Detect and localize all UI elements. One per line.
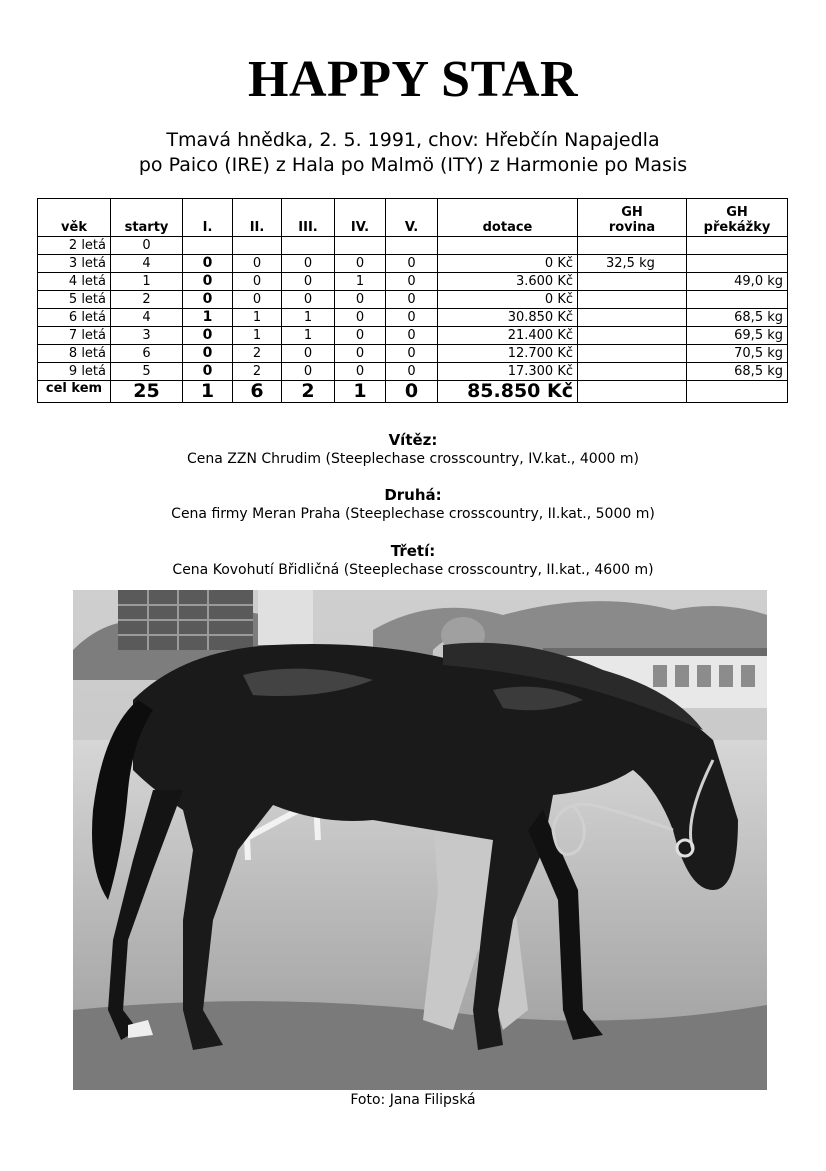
row-gh-jump [687,291,788,309]
row-fourth: 0 [335,363,386,381]
row-second: 1 [233,327,282,345]
row-fifth: 0 [386,345,438,363]
row-gh-flat [578,237,687,255]
winner-race: Cena ZZN Chrudim (Steeplechase crosscountry, IV.kat., 4000 m) [186,451,640,467]
row-fourth [335,237,386,255]
table-row [38,345,788,363]
horse-description: Tmavá hnědka, 2. 5. 1991, chov: Hřebčín Napajedla [166,129,660,151]
header-money: dotace [438,199,578,237]
row-third: 1 [282,309,335,327]
row-fourth: 0 [335,291,386,309]
row-first: 0 [183,291,233,309]
total-label: cel kem [38,381,111,403]
table-row [38,273,788,291]
row-third: 0 [282,255,335,273]
row-money: 3.600 Kč [438,273,578,291]
third-place-heading: Třetí: [390,542,436,560]
photo-caption: Foto: Jana Filipská [350,1092,476,1108]
row-first: 0 [183,363,233,381]
row-money: 17.300 Kč [438,363,578,381]
table-row [38,291,788,309]
row-money: 0 Kč [438,291,578,309]
row-fourth: 0 [335,345,386,363]
row-gh-jump: 69,5 kg [687,327,788,345]
row-first [183,237,233,255]
header-gh-flat-top: GH [621,205,643,220]
winner-heading: Vítěz: [388,431,438,449]
row-third: 0 [282,345,335,363]
table-header-row [38,199,788,237]
row-gh-jump: 49,0 kg [687,273,788,291]
total-gh-flat [578,381,687,403]
row-third: 0 [282,273,335,291]
row-gh-jump [687,255,788,273]
second-place-heading: Druhá: [384,486,442,504]
row-gh-flat [578,309,687,327]
header-starts: starty [111,199,183,237]
row-fourth: 1 [335,273,386,291]
total-first: 1 [183,381,233,403]
header-third: III. [282,199,335,237]
row-starts: 0 [111,237,183,255]
row-gh-jump [687,237,788,255]
header-second: II. [233,199,282,237]
total-second: 6 [233,381,282,403]
row-starts: 3 [111,327,183,345]
table-row [38,363,788,381]
horse-photo [73,590,767,1090]
row-second: 1 [233,309,282,327]
row-first: 0 [183,327,233,345]
row-age: 8 letá [38,345,111,363]
row-gh-jump: 70,5 kg [687,345,788,363]
row-gh-flat [578,363,687,381]
row-age: 4 letá [38,273,111,291]
row-age: 7 letá [38,327,111,345]
row-first: 0 [183,255,233,273]
row-age: 3 letá [38,255,111,273]
row-starts: 5 [111,363,183,381]
horse-pedigree: po Paico (IRE) z Hala po Malmö (ITY) z Harmonie po Masis [138,154,688,176]
row-first: 0 [183,273,233,291]
total-money: 85.850 Kč [438,381,578,403]
header-age: věk [38,199,111,237]
header-gh-flat [578,199,687,237]
header-fourth: IV. [335,199,386,237]
row-starts: 2 [111,291,183,309]
row-age: 6 letá [38,309,111,327]
header-gh-jump [687,199,788,237]
row-third: 0 [282,363,335,381]
third-place-race: Cena Kovohutí Břidličná (Steeplechase crosscountry, II.kat., 4600 m) [172,562,654,578]
row-money: 0 Kč [438,255,578,273]
header-gh-flat-bottom: rovina [608,220,656,235]
row-starts: 4 [111,309,183,327]
header-first: I. [183,199,233,237]
header-gh-jump-top: GH [726,205,748,220]
row-gh-flat [578,273,687,291]
row-fifth: 0 [386,309,438,327]
row-second: 2 [233,363,282,381]
table-row [38,327,788,345]
row-fifth: 0 [386,363,438,381]
row-gh-jump: 68,5 kg [687,309,788,327]
header-gh-jump-bottom: překážky [703,220,771,235]
row-starts: 4 [111,255,183,273]
row-starts: 1 [111,273,183,291]
second-place-race: Cena firmy Meran Praha (Steeplechase crosscountry, II.kat., 5000 m) [171,506,655,522]
row-fourth: 0 [335,255,386,273]
row-fifth: 0 [386,327,438,345]
row-gh-flat: 32,5 kg [578,255,687,273]
row-first: 0 [183,345,233,363]
row-fifth: 0 [386,255,438,273]
row-second [233,237,282,255]
total-starts: 25 [111,381,183,403]
row-money [438,237,578,255]
row-third: 0 [282,291,335,309]
row-third [282,237,335,255]
table-row [38,255,788,273]
table-total-row [38,381,788,403]
row-age: 5 letá [38,291,111,309]
table-row [38,309,788,327]
row-second: 0 [233,255,282,273]
row-second: 0 [233,291,282,309]
total-gh-jump [687,381,788,403]
row-fifth [386,237,438,255]
header-fifth: V. [386,199,438,237]
row-fourth: 0 [335,327,386,345]
row-third: 1 [282,327,335,345]
row-money: 12.700 Kč [438,345,578,363]
table-row [38,237,788,255]
row-money: 30.850 Kč [438,309,578,327]
total-third: 2 [282,381,335,403]
row-gh-flat [578,345,687,363]
row-gh-flat [578,291,687,309]
row-fourth: 0 [335,309,386,327]
total-fourth: 1 [335,381,386,403]
row-starts: 6 [111,345,183,363]
row-second: 0 [233,273,282,291]
row-fifth: 0 [386,273,438,291]
row-age: 2 letá [38,237,111,255]
horse-name-title: HAPPY STAR [248,51,578,108]
row-money: 21.400 Kč [438,327,578,345]
row-gh-jump: 68,5 kg [687,363,788,381]
row-first: 1 [183,309,233,327]
total-fifth: 0 [386,381,438,403]
row-age: 9 letá [38,363,111,381]
row-second: 2 [233,345,282,363]
race-statistics-table [37,198,788,403]
row-gh-flat [578,327,687,345]
row-fifth: 0 [386,291,438,309]
